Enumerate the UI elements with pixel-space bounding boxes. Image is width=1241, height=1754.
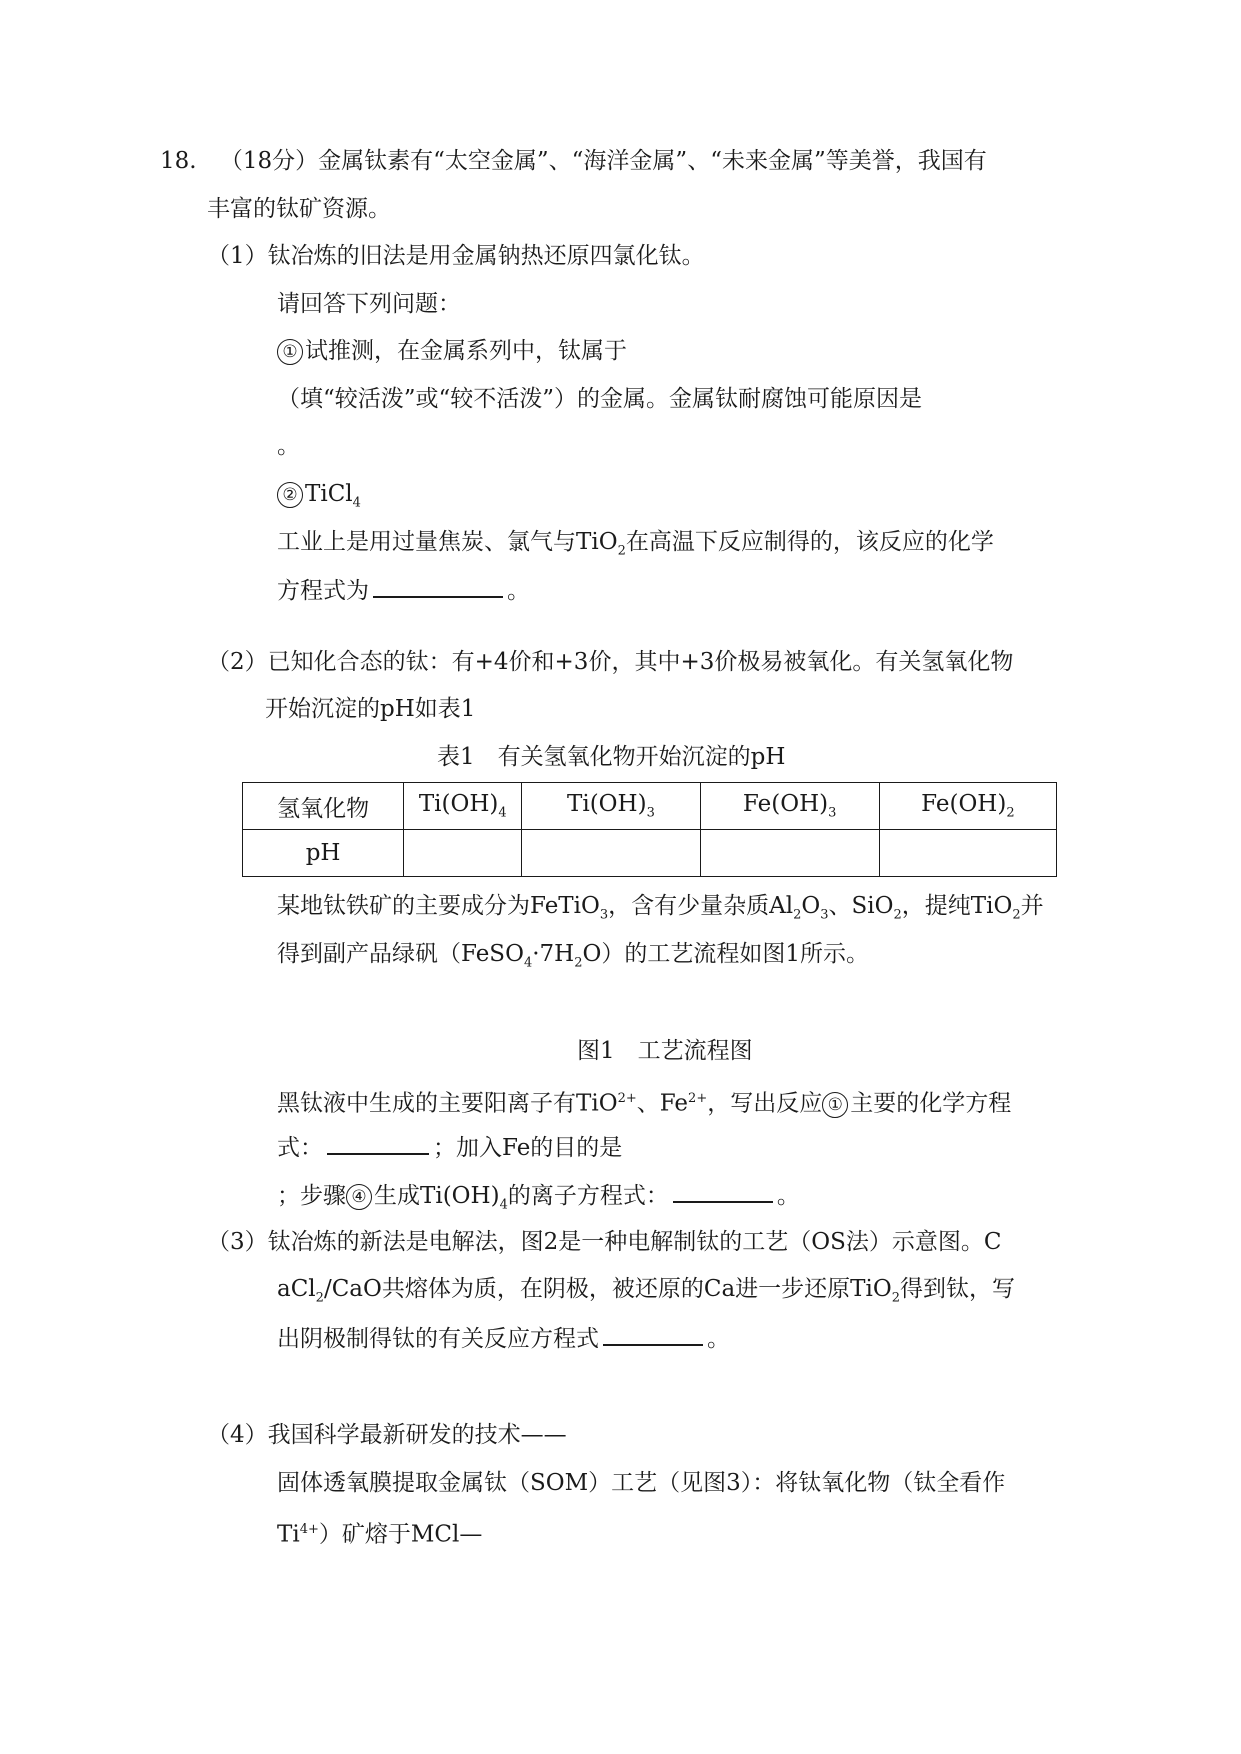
part1-q2: ② TiCl$_4$ [277, 479, 361, 519]
table-header-cell: $Ti(OH)_3$ [522, 783, 700, 830]
part2-line4: 得到副产品绿矾$(FeSO_4\cdot 7H_2O)$的工艺流程如图1所示。 [277, 941, 870, 971]
part4-line1: （4）我国科学最新研发的技术—— [207, 1422, 567, 1448]
circled-one: ① [277, 339, 303, 365]
part2-line5: 黑钛液中生成的主要阳离子有TiO$^{2+}$、$Fe^{2+}$，写出反应 ① 主要的化学方程 [277, 1090, 1012, 1117]
table-cell[interactable] [404, 830, 522, 877]
table-caption: 表1 有关氢氧化物开始沉淀的pH [437, 744, 786, 770]
part2-line3: 某地钛铁矿的主要成分为FeTiO$_3$，含有少量杂质$Al_2O_3$、SiO$_2$，提纯TiO$_2$并 [277, 893, 1044, 923]
table-header-cell: 氢氧化物 [243, 783, 404, 830]
part1-q1-line3: 。 [277, 433, 300, 459]
part3-line2: aCl$_2$/CaO共熔体为质，在阴极，被还原的Ca进一步还原TiO$_2$得到钛，写 [277, 1276, 1016, 1306]
table-cell[interactable] [700, 830, 879, 877]
part1-q1-line2: （填“较活泼”或“较不活泼”）的金属。金属钛耐腐蚀可能原因是 [277, 386, 923, 412]
figure1-caption: 图1 工艺流程图 [577, 1038, 753, 1064]
part4-line2: 固体透氧膜提取金属钛（SOM）工艺（见图3）：将钛氧化物（钛全看作 [277, 1470, 1006, 1496]
intro-text-2: 丰富的钛矿资源。 [207, 196, 391, 222]
part2-line7: ；步骤 ④ 生成$Ti(OH)_4$的离子方程式： 。 [277, 1179, 800, 1221]
part1-heading: （1）钛冶炼的旧法是用金属钠热还原四氯化钛。 [207, 243, 705, 269]
part2-line2: 开始沉淀的pH如表1 [265, 696, 476, 722]
circled-two: ② [277, 482, 303, 508]
circled-one: ① [822, 1092, 848, 1118]
part1-q2-line3: 方程式为 。 [277, 574, 530, 606]
circled-four: ④ [346, 1184, 372, 1210]
part1-q1: ① 试推测，在金属系列中，钛属于 [277, 336, 627, 366]
hydroxide-ph-table [242, 782, 1057, 877]
part1-q2-line2: 工业上是用过量焦炭、氯气与TiO$_2$在高温下反应制得的，该反应的化学 [277, 529, 994, 559]
answer-blank[interactable] [373, 574, 503, 598]
question-line-1 [160, 146, 987, 176]
part3-line1: （3）钛冶炼的新法是电解法，图2是一种电解制钛的工艺（OS法）示意图。C [207, 1229, 1002, 1255]
table-row-label: pH [243, 830, 404, 877]
table-header-cell: $Fe(OH)_3$ [700, 783, 879, 830]
answer-blank[interactable] [327, 1131, 429, 1155]
table-header-cell: $Ti(OH)_4$ [404, 783, 522, 830]
part2-line1: （2）已知化合态的钛：有+4价和+3价，其中+3价极易被氧化。有关氢氧化物 [207, 649, 1014, 675]
table-row [243, 783, 1057, 830]
table-row [243, 830, 1057, 877]
table-header-cell: $Fe(OH)_2$ [879, 783, 1056, 830]
part3-line3: 出阴极制得钛的有关反应方程式 。 [277, 1322, 730, 1354]
part4-line3: $Ti^{4+}$）矿熔于MCl— [277, 1521, 483, 1548]
table-cell[interactable] [522, 830, 700, 877]
intro-text-1: （18分）金属钛素有“太空金属”、“海洋金属”、“未来金属”等美誉，我国有 [219, 148, 987, 174]
part1-ask: 请回答下列问题： [277, 291, 461, 317]
part2-line6: 式： ；加入Fe的目的是 [277, 1131, 622, 1163]
answer-blank[interactable] [603, 1322, 703, 1346]
question-number: 18. [160, 148, 197, 174]
answer-blank[interactable] [673, 1179, 773, 1203]
table-cell[interactable] [879, 830, 1056, 877]
